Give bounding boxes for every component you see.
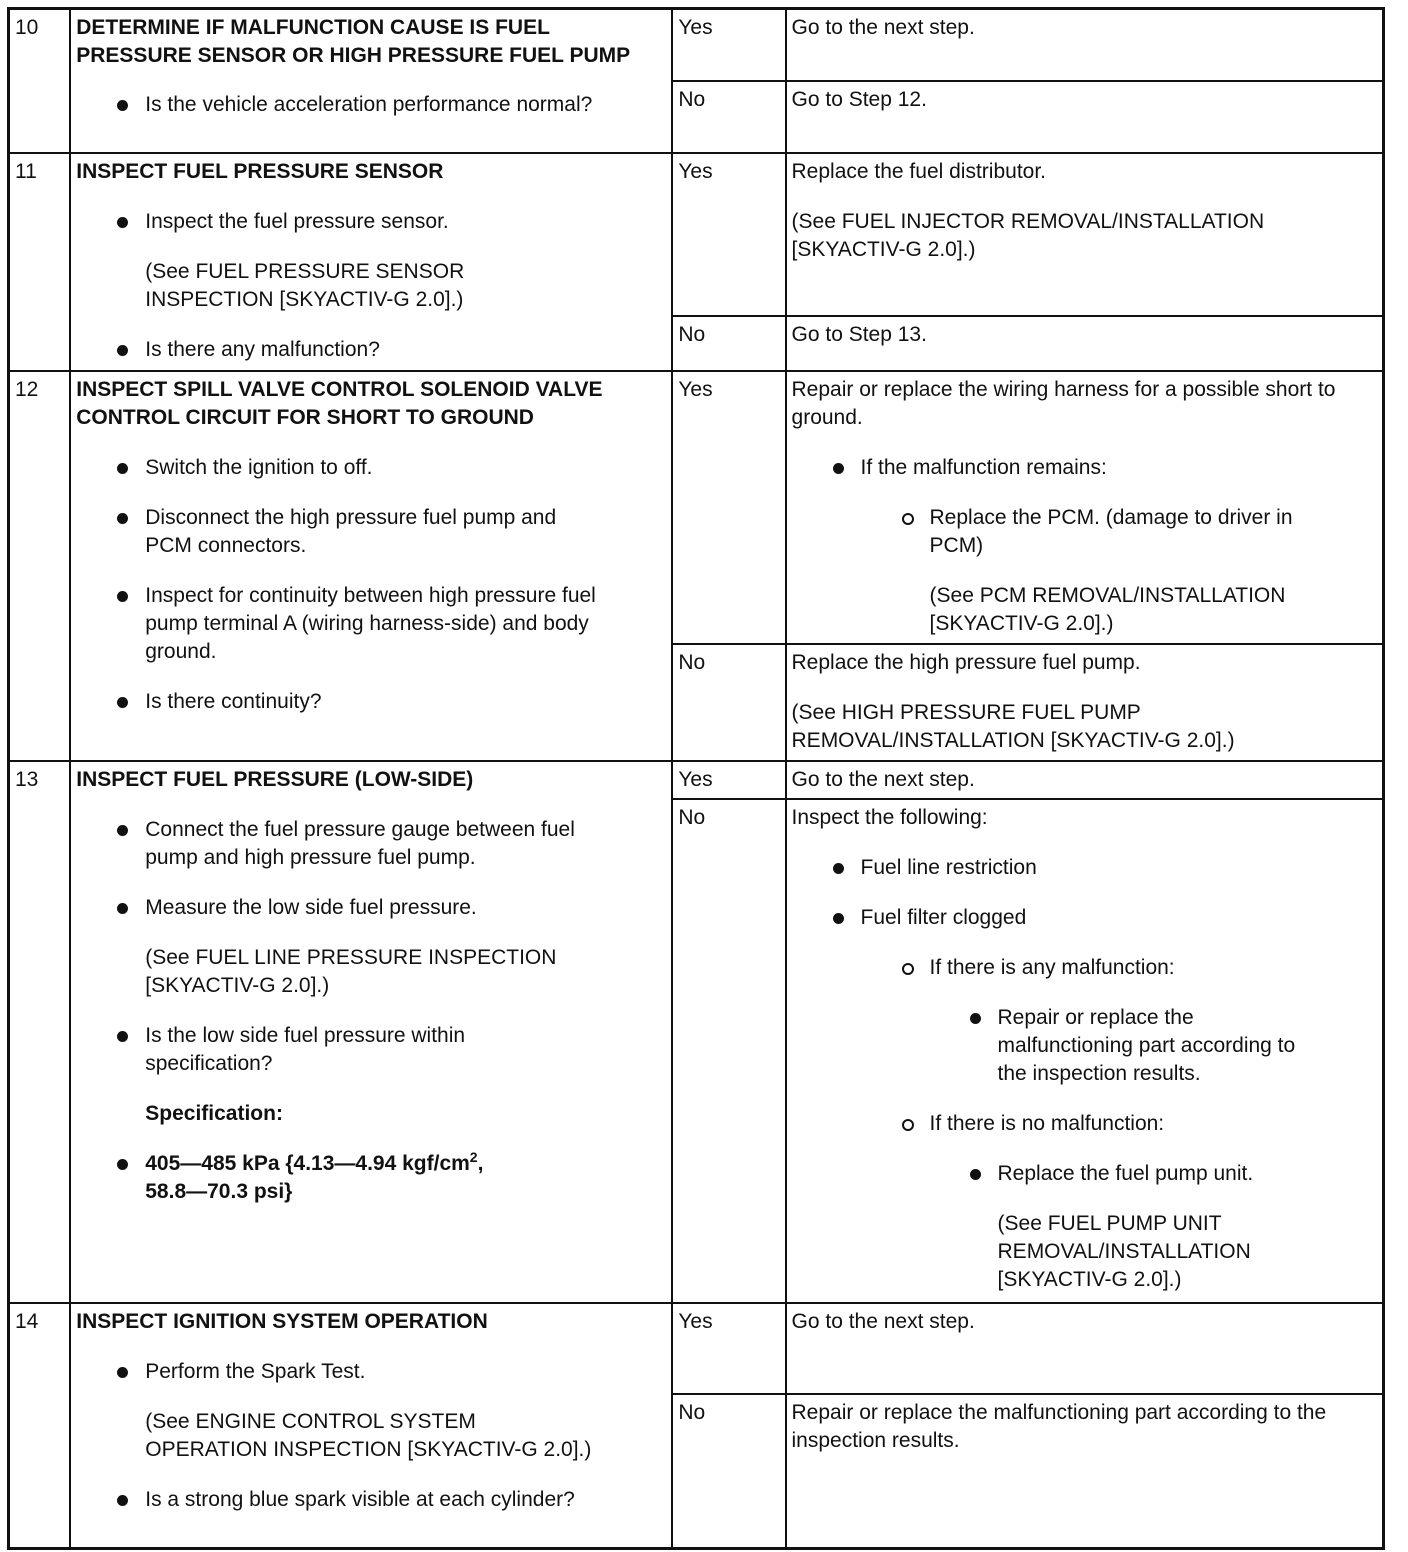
- bullet-item: Is the low side fuel pressure within specification?: [145, 1022, 525, 1078]
- spec-value-part: 405—485 kPa {4.13—4.94 kgf/cm: [145, 1151, 470, 1175]
- result-text: Replace the fuel distributor.: [791, 159, 1046, 183]
- diagnostic-procedure-document: [7, 7, 1385, 1547]
- yes-result: [786, 153, 1384, 316]
- no-result: [786, 799, 1384, 1303]
- yes-result: Go to the next step.: [786, 9, 1384, 81]
- yes-result: Go to the next step.: [786, 761, 1384, 799]
- diagnostic-table: [7, 7, 1385, 1550]
- bullet-item: Fuel line restriction: [861, 854, 1378, 882]
- step-title: INSPECT FUEL PRESSURE SENSOR: [76, 159, 444, 183]
- step-13-yes-row: [9, 761, 1384, 799]
- bullet-item: Is the vehicle acceleration performance normal?: [145, 91, 667, 119]
- step-title: INSPECT IGNITION SYSTEM OPERATION: [76, 1309, 488, 1333]
- step-title: INSPECT FUEL PRESSURE (LOW-SIDE): [76, 767, 474, 791]
- sub-bullet-item: If there is no malfunction:: [930, 1110, 1378, 1138]
- reference-text: (See PCM REMOVAL/INSTALLATION [SKYACTIV-G 2.0].): [929, 583, 1286, 635]
- spec-superscript: 2: [469, 1148, 478, 1165]
- bullet-item: If the malfunction remains:: [861, 454, 1378, 482]
- bullet-item: Switch the ignition to off.: [145, 454, 667, 482]
- yes-label: Yes: [672, 761, 785, 799]
- bullet-item: Disconnect the high pressure fuel pump and PCM connectors.: [145, 504, 605, 560]
- result-text: Inspect the following:: [791, 805, 988, 829]
- step-action: [70, 371, 672, 761]
- step-title: DETERMINE IF MALFUNCTION CAUSE IS FUEL PRESSURE SENSOR OR HIGH PRESSURE FUEL PUMP: [76, 16, 631, 67]
- step-number: 14: [9, 1303, 71, 1549]
- no-result: Go to Step 13.: [786, 316, 1384, 371]
- yes-result: [786, 371, 1384, 644]
- bullet-item: Inspect for continuity between high pressure fuel pump terminal A (wiring harness-side) and body ground.: [145, 582, 625, 666]
- no-label: No: [672, 1394, 785, 1549]
- step-11-yes-row: [9, 153, 1384, 316]
- step-number: 11: [9, 153, 71, 371]
- spec-comma: ,: [477, 1151, 484, 1175]
- sub-sub-bullet-item: Repair or replace the malfunctioning part according to the inspection results.: [998, 1004, 1308, 1088]
- bullet-item: Fuel filter clogged: [861, 904, 1378, 932]
- step-10-yes-row: [9, 9, 1384, 81]
- bullet-item: Inspect the fuel pressure sensor.: [145, 208, 667, 236]
- step-12-yes-row: [9, 371, 1384, 644]
- step-action: [70, 761, 672, 1303]
- reference-text: (See FUEL INJECTOR REMOVAL/INSTALLATION [SKYACTIV-G 2.0].): [791, 209, 1265, 261]
- yes-result: Go to the next step.: [786, 1303, 1384, 1394]
- step-title: INSPECT SPILL VALVE CONTROL SOLENOID VALVE CONTROL CIRCUIT FOR SHORT TO GROUND: [76, 377, 603, 429]
- sub-bullet-item: If there is any malfunction:: [930, 954, 1378, 982]
- specification-label: Specification:: [145, 1101, 283, 1125]
- result-text: Repair or replace the wiring harness for a possible short to ground.: [791, 377, 1336, 429]
- step-action: [70, 153, 672, 371]
- reference-text: (See FUEL PUMP UNIT REMOVAL/INSTALLATION [SKYACTIV-G 2.0].): [997, 1211, 1251, 1291]
- no-result: Repair or replace the malfunctioning part according to the inspection results.: [786, 1394, 1384, 1549]
- bullet-item: Connect the fuel pressure gauge between fuel pump and high pressure fuel pump.: [145, 816, 625, 872]
- step-number: 13: [9, 761, 71, 1303]
- step-number: 10: [9, 9, 71, 153]
- bullet-item: Is there continuity?: [145, 688, 667, 716]
- bullet-item: Is a strong blue spark visible at each cylinder?: [145, 1486, 667, 1514]
- specification-value: [145, 1150, 667, 1206]
- no-result: Go to Step 12.: [786, 81, 1384, 153]
- yes-label: Yes: [672, 153, 785, 316]
- no-label: No: [672, 644, 785, 761]
- bullet-item: Is there any malfunction?: [145, 336, 667, 364]
- bullet-item: Perform the Spark Test.: [145, 1358, 667, 1386]
- step-action: [70, 1303, 672, 1549]
- no-result: [786, 644, 1384, 761]
- reference-text: (See ENGINE CONTROL SYSTEM OPERATION INSPECTION [SKYACTIV-G 2.0].): [145, 1409, 592, 1461]
- yes-label: Yes: [672, 1303, 785, 1394]
- result-text: Replace the high pressure fuel pump.: [791, 650, 1141, 674]
- no-label: No: [672, 316, 785, 371]
- sub-bullet-item: Replace the PCM. (damage to driver in PCM): [930, 504, 1340, 560]
- yes-label: Yes: [672, 9, 785, 81]
- spec-value-psi: 58.8—70.3 psi}: [145, 1179, 293, 1203]
- step-14-yes-row: [9, 1303, 1384, 1394]
- reference-text: (See FUEL LINE PRESSURE INSPECTION [SKYACTIV-G 2.0].): [145, 945, 557, 997]
- no-label: No: [672, 799, 785, 1303]
- step-action: [70, 9, 672, 153]
- reference-text: (See FUEL PRESSURE SENSOR INSPECTION [SKYACTIV-G 2.0].): [145, 259, 465, 311]
- yes-label: Yes: [672, 371, 785, 644]
- bullet-item: Measure the low side fuel pressure.: [145, 894, 667, 922]
- step-number: 12: [9, 371, 71, 761]
- sub-sub-bullet-item: Replace the fuel pump unit.: [998, 1160, 1378, 1188]
- reference-text: (See HIGH PRESSURE FUEL PUMP REMOVAL/INSTALLATION [SKYACTIV-G 2.0].): [791, 700, 1235, 752]
- no-label: No: [672, 81, 785, 153]
